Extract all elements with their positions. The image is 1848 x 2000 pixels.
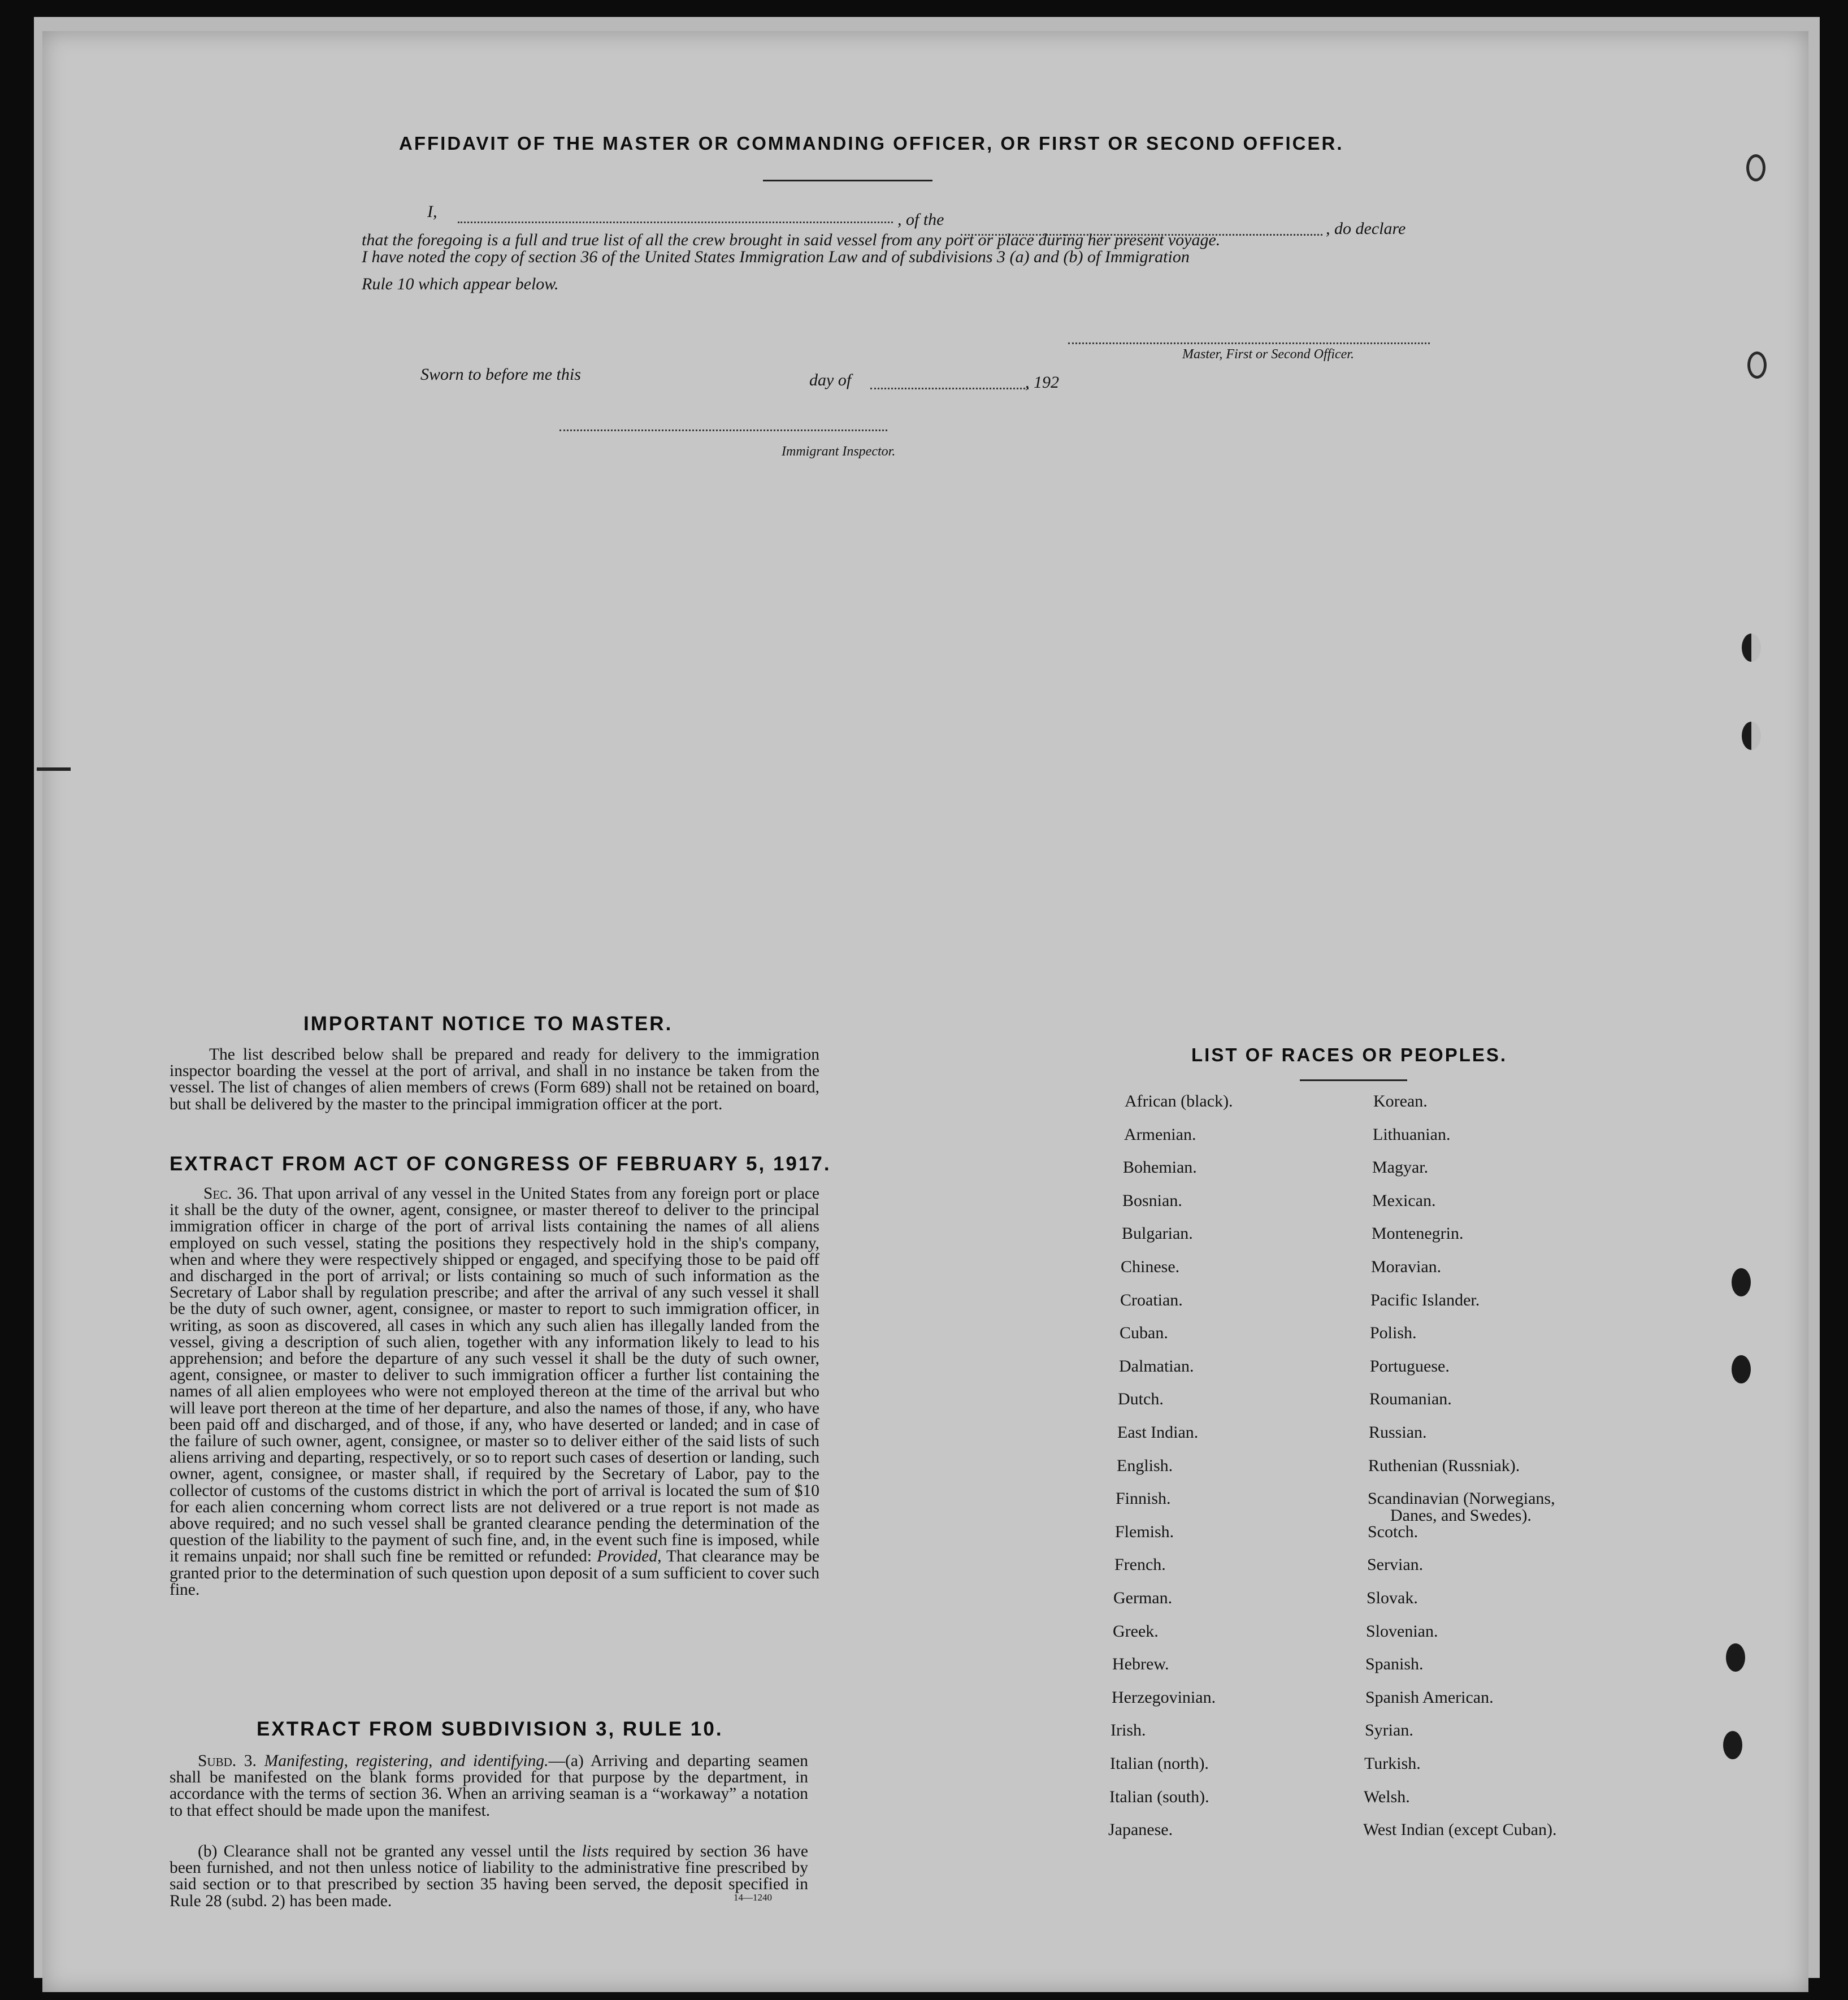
race-item: Dutch. <box>1118 1390 1164 1408</box>
race-item: African (black). <box>1125 1092 1233 1110</box>
race-item: Greek. <box>1113 1622 1159 1641</box>
act-body: That upon arrival of any vessel in the United States from any foreign port or place it shall be the duty of the owner, agent, consignee, or master thereof to deliver to the principal immigration officer in charge of the port of arrival lists containing the names of all aliens employed on such vessel, stating the positions they respectively hold in the ship's company, when and where they were respectively shipped or engaged, and specifying those to be paid off and discharged in the port of arrival; or lists containing so much of such information as the Secretary of Labor shall by regulation prescribe; and after the arrival of any such vessel it shall be the duty of such owner, agent, consignee, or master to report to such immigration officer, in writing, as soon as discovered, all cases in which any such alien has illegally landed from the vessel, giving a description of such alien, together with any information likely to lead to his apprehension; and before the departure of any such vessel it shall be the duty of such owner, agent, consignee, or master to deliver to such immigration officer a further list containing the names of all alien employees who were not employed thereon at the time of the arrival but who will leave port thereon at the time of her departure, and also the names of those, if any, who have been paid off and discharged, and of those, if any, who have deserted or landed; and in case of the failure of such owner, agent, consignee, or master so to deliver either of the said lists of such aliens arriving and departing, respectively, or so to report such cases of desertion or landing, such owner, agent, consignee, or master shall, if required by the Secretary of Labor, pay to the collector of customs of the customs district in which the port of arrival is located the sum of $10 for each alien concerning whom correct lists are not delivered or a true report is not made as above required; and no such vessel shall be granted clearance pending the determination of the question of the liability to the payment of such fine, and, in the event such fine is imposed, while it remains unpaid; nor shall such fine be remitted or refunded: <box>170 1185 820 1566</box>
race-item: Mexican. <box>1372 1191 1436 1210</box>
race-item: Bohemian. <box>1123 1158 1197 1177</box>
race-item: Herzegovinian. <box>1112 1688 1216 1707</box>
race-item: Finnish. <box>1116 1489 1171 1508</box>
race-item: Hebrew. <box>1112 1655 1169 1673</box>
subd-b-lists: lists <box>582 1842 609 1860</box>
provided-word: Provided, <box>597 1547 662 1566</box>
races-title-rule <box>1300 1079 1407 1081</box>
punch-hole <box>1742 722 1761 750</box>
race-item: Spanish. <box>1365 1655 1424 1673</box>
race-item: Armenian. <box>1124 1125 1196 1144</box>
affidavit-i-label: I, <box>427 202 437 221</box>
act-body-end: That clearance may be granted prior to the determination of such question upon deposit of a sum sufficient to cover such fine. <box>170 1547 820 1599</box>
race-item: Syrian. <box>1365 1721 1413 1739</box>
race-item: Chinese. <box>1121 1257 1180 1276</box>
affidavit-do-declare: , do declare <box>1326 219 1406 238</box>
race-item: Pacific Islander. <box>1370 1291 1480 1309</box>
race-item: West Indian (except Cuban). <box>1363 1820 1557 1839</box>
race-item: Irish. <box>1110 1721 1146 1739</box>
race-item: Danes, and Swedes). <box>1390 1506 1532 1525</box>
year-label: , 192 <box>1025 373 1059 392</box>
race-item: Bosnian. <box>1122 1191 1182 1210</box>
affidavit-title-rule <box>763 180 932 181</box>
inspector-caption: Immigrant Inspector. <box>782 444 896 459</box>
race-item: Polish. <box>1370 1324 1417 1342</box>
punch-hole <box>1723 1731 1742 1759</box>
race-item: Roumanian. <box>1369 1390 1452 1408</box>
subd-b-body: required by section 36 have been furnished, and not then unless notice of liability to the administrative fine prescribed by said section or to that prescribed by section 35 having been served, the deposit specified in Rule 28 (subd. 2) has been made. <box>170 1842 809 1910</box>
race-item: Montenegrin. <box>1372 1224 1464 1243</box>
race-item: Croatian. <box>1120 1291 1183 1309</box>
punch-hole <box>1746 154 1765 181</box>
race-item: Italian (north). <box>1110 1754 1209 1773</box>
race-item: Portuguese. <box>1370 1357 1450 1376</box>
month-blank[interactable] <box>870 388 1029 389</box>
punch-hole <box>1747 352 1767 379</box>
notice-title: IMPORTANT NOTICE TO MASTER. <box>303 1013 673 1035</box>
race-item: Slovak. <box>1367 1589 1418 1607</box>
race-item: Flemish. <box>1115 1522 1174 1541</box>
subd-a-body: —(a) Arriving and departing seamen shall be manifested on the blank forms provided for that purpose by the department, in accordance with the terms of section 36. When an arriving seaman is a “workaway” a notation to that effect should be made upon the manifest. <box>170 1752 808 1820</box>
subd-title: Manifesting, registering, and identifying. <box>264 1752 549 1770</box>
punch-hole <box>1732 1355 1751 1383</box>
rule-title: EXTRACT FROM SUBDIVISION 3, RULE 10. <box>257 1718 723 1740</box>
master-caption: Master, First or Second Officer. <box>1182 347 1354 362</box>
race-item: Ruthenian (Russniak). <box>1368 1456 1520 1475</box>
race-item: German. <box>1113 1589 1173 1607</box>
punch-hole <box>1726 1643 1745 1672</box>
notice-text: The list described below shall be prepared and ready for delivery to the immigration inspector boarding the vessel at the port of arrival, and shall in no instance be taken from the vessel. The list of changes of alien members of crews (Form 689) shall not be retained on board, but shall be delivered by the master to the principal immigration officer at the port. <box>170 1045 819 1113</box>
rule-b-text <box>170 1843 808 1910</box>
punch-hole <box>1742 634 1761 662</box>
affidavit-title: AFFIDAVIT OF THE MASTER OR COMMANDING OFFICER, OR FIRST OR SECOND OFFICER. <box>399 133 1344 154</box>
races-title: LIST OF RACES OR PEOPLES. <box>1191 1044 1508 1065</box>
affidavit-line-3: Rule 10 which appear below. <box>362 275 559 293</box>
name-blank[interactable] <box>458 222 893 223</box>
subd-b-start: (b) Clearance shall not be granted any vessel until the <box>198 1842 576 1860</box>
race-item: Scotch. <box>1368 1522 1418 1541</box>
rule-a-text <box>170 1753 808 1819</box>
affidavit-line-1: that the foregoing is a full and true list of all the crew brought in said vessel from any port or place during her present voyage. <box>362 231 1221 249</box>
race-item: Slovenian. <box>1366 1622 1438 1641</box>
race-item: Moravian. <box>1371 1257 1442 1276</box>
race-item: French. <box>1114 1555 1166 1574</box>
race-item: Italian (south). <box>1109 1788 1209 1806</box>
sec-label: Sec. 36. <box>203 1185 258 1203</box>
affidavit-line-2: I have noted the copy of section 36 of the United States Immigration Law and of subdivisions 3 (a) and (b) of Immigration <box>362 248 1190 266</box>
act-title: EXTRACT FROM ACT OF CONGRESS OF FEBRUARY 5, 1917. <box>170 1153 831 1175</box>
document-page <box>42 31 1808 1992</box>
race-item: Cuban. <box>1120 1324 1168 1342</box>
sworn-label: Sworn to before me this <box>420 365 581 384</box>
race-item: Turkish. <box>1364 1754 1421 1773</box>
form-number: 14—1240 <box>734 1892 772 1903</box>
race-item: Servian. <box>1367 1555 1424 1574</box>
race-item: Korean. <box>1373 1092 1428 1110</box>
margin-tick-mark <box>37 767 71 771</box>
race-item: East Indian. <box>1117 1423 1199 1442</box>
race-item: Magyar. <box>1372 1158 1429 1177</box>
race-item: Lithuanian. <box>1373 1125 1451 1144</box>
subd-label: Subd. 3. <box>198 1752 257 1770</box>
race-item: Welsh. <box>1364 1788 1410 1806</box>
act-text <box>170 1186 819 1598</box>
master-signature-line[interactable] <box>1068 342 1430 344</box>
affidavit-of-the: , of the <box>897 210 944 229</box>
race-item: English. <box>1117 1456 1173 1475</box>
race-item: Scandinavian (Norwegians, <box>1368 1489 1555 1508</box>
race-item: Spanish American. <box>1365 1688 1494 1707</box>
race-item: Russian. <box>1369 1423 1427 1442</box>
race-item: Dalmatian. <box>1119 1357 1194 1376</box>
race-item: Bulgarian. <box>1122 1224 1193 1243</box>
day-of-label: day of <box>809 371 852 389</box>
race-item: Japanese. <box>1108 1820 1173 1839</box>
punch-hole <box>1732 1268 1751 1296</box>
inspector-signature-line[interactable] <box>559 429 887 431</box>
